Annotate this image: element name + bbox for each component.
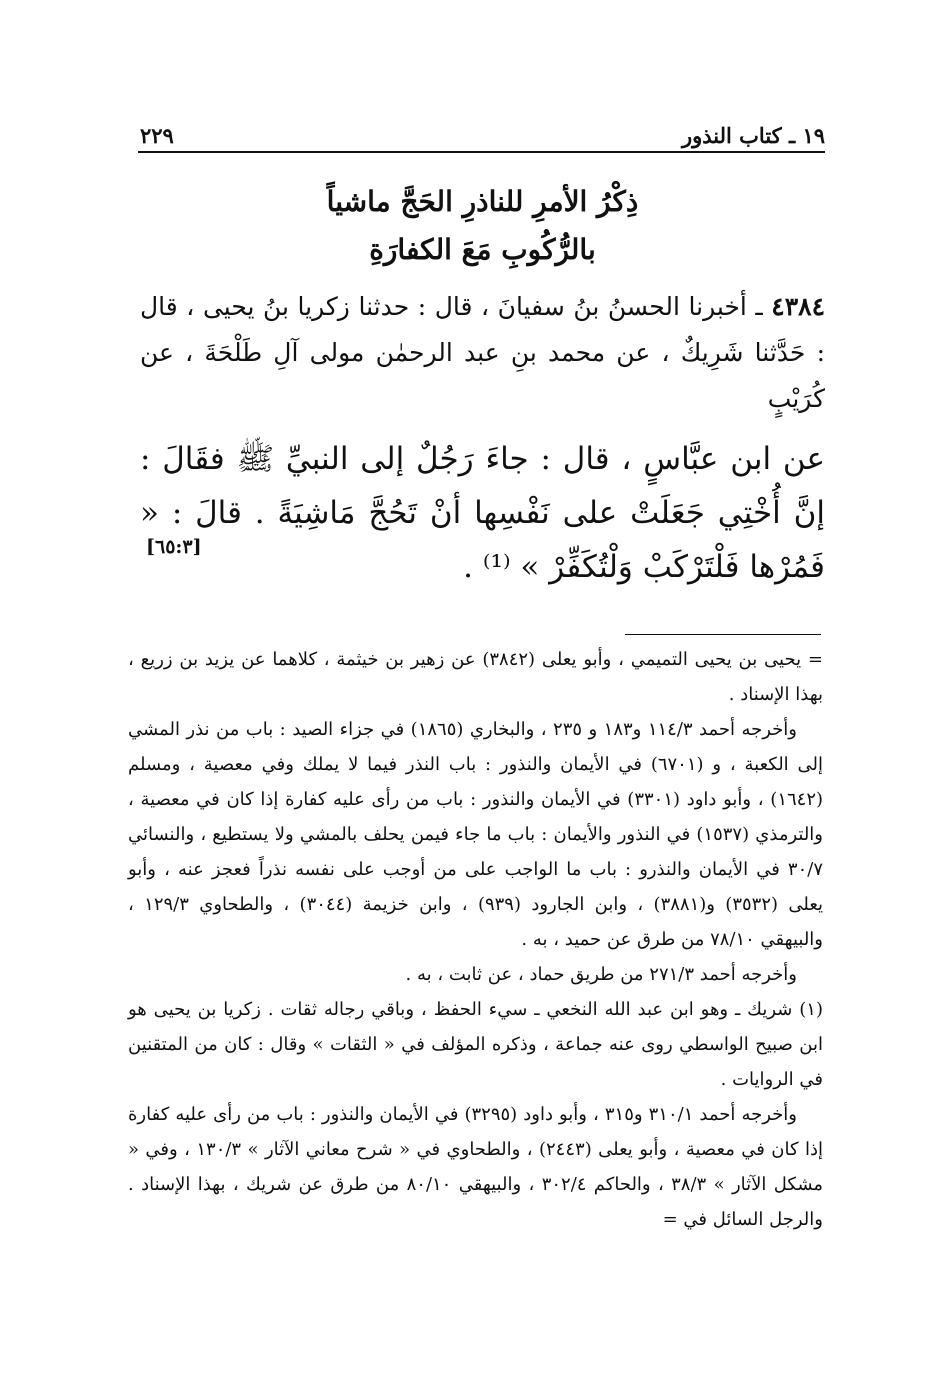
footnote-rule xyxy=(625,634,821,635)
footnote-continuation: = يحيى بن يحيى التميمي ، وأبو يعلى (٣٨٤٢) عن زهير بن خيثمة ، كلاهما عن يزيد بن زريع ، بهذا الإسناد . xyxy=(128,649,823,705)
section-heading-line-1: ذِكْرُ الأمرِ للناذرِ الحَجَّ ماشياً xyxy=(326,185,639,218)
footnote-1: (١) شريك ـ وهو ابن عبد الله النخعي ـ سيء الحفظ ، وباقي رجاله ثقات . زكريا بن يحيى هو ابن صبيح الواسطي روى عنه جماعة ، وذكره المؤلف في « الثقات » وقال : كان من المتقنين في الروايات . xyxy=(128,999,823,1090)
footnote-paragraph: وأخرجه أحمد ٢٧١/٣ من طريق حماد ، عن ثابت ، به . xyxy=(405,964,797,985)
footnote-paragraph: وأخرجه أحمد ٣١٠/١ و٣١٥ ، وأبو داود (٣٢٩٥) في الأيمان والنذور : باب من رأى عليه كفارة إذا كان في معصية ، وأبو يعلى (٢٤٤٣) ، والطحاوي في « شرح معاني الآثار » ١٣٠/٣ ، وفي « مشكل الآثار » ٣٨/٣ ، والحاكم ٣٠٢/٤ ، والبيهقي ٨٠/١٠ من طرق عن شريك ، بهذا الإسناد . والرجل السائل في = xyxy=(128,1104,824,1230)
isnad-text: ـ أخبرنا الحسنُ بنُ سفيانَ ، قال : حدثنا زكريا بنُ يحيى ، قال : حَدَّثنا شَرِيكٌ ، عن محمد بنِ عبد الرحمٰن مولى آلِ طَلْحَةَ ، عن كُرَيْبٍ xyxy=(140,292,825,413)
header-rule xyxy=(138,151,825,153)
footnote-paragraph: وأخرجه أحمد ١١٤/٣ و١٨٣ و ٢٣٥ ، والبخاري (١٨٦٥) في جزاء الصيد : باب من نذر المشي إلى الكعبة ، و (٦٧٠١) في الأيمان والنذور : باب النذر فيما لا يملك وفي معصية ، ومسلم (١٦٤٢) ، وأبو داود (٣٣٠١) في الأيمان والنذور : باب من رأى عليه كفارة إذا كان في معصية ، والترمذي (١٥٣٧) في النذور والأيمان : باب ما جاء فيمن يحلف بالمشي ولا يستطيع ، والنسائي ٣٠/٧ في الأيمان والنذرو : باب ما الواجب على من أوجب على نفسه نذراً فعجز عنه ، وأبو يعلى (٣٥٣٢) و(٣٨٨١) ، وابن الجارود (٩٣٩) ، وابن خزيمة (٣٠٤٤) ، والطحاوي ١٢٩/٣ ، والبيهقي ٧٨/١٠ من طرق عن حميد ، به . xyxy=(128,719,824,950)
hadith-isnad xyxy=(140,284,825,422)
grading-reference: [٦٥:٣] xyxy=(146,536,202,558)
page-number: ٢٢٩ xyxy=(140,123,174,148)
hadith-matn: عن ابن عبَّاسٍ ، قال : جاءَ رَجُلٌ إلى النبيِّ ﷺ فقَالَ : إنَّ أُخْتِي جَعَلَتْ على نَفْسِها أنْ تَحُجَّ مَاشِيَةً . قالَ : « فَمُرْها فَلْتَرْكَبْ وَلْتُكَفِّرْ » ⁽¹⁾ . xyxy=(140,441,825,585)
page-header xyxy=(140,112,825,148)
section-heading xyxy=(140,178,825,274)
section-heading-line-2: بالرُّكُوبِ مَعَ الكفارَةِ xyxy=(369,233,596,266)
hadith-number: ٤٣٨٤ xyxy=(771,292,825,321)
chapter-title: ١٩ ـ كتاب النذور xyxy=(681,123,825,148)
footnotes xyxy=(128,642,823,1237)
